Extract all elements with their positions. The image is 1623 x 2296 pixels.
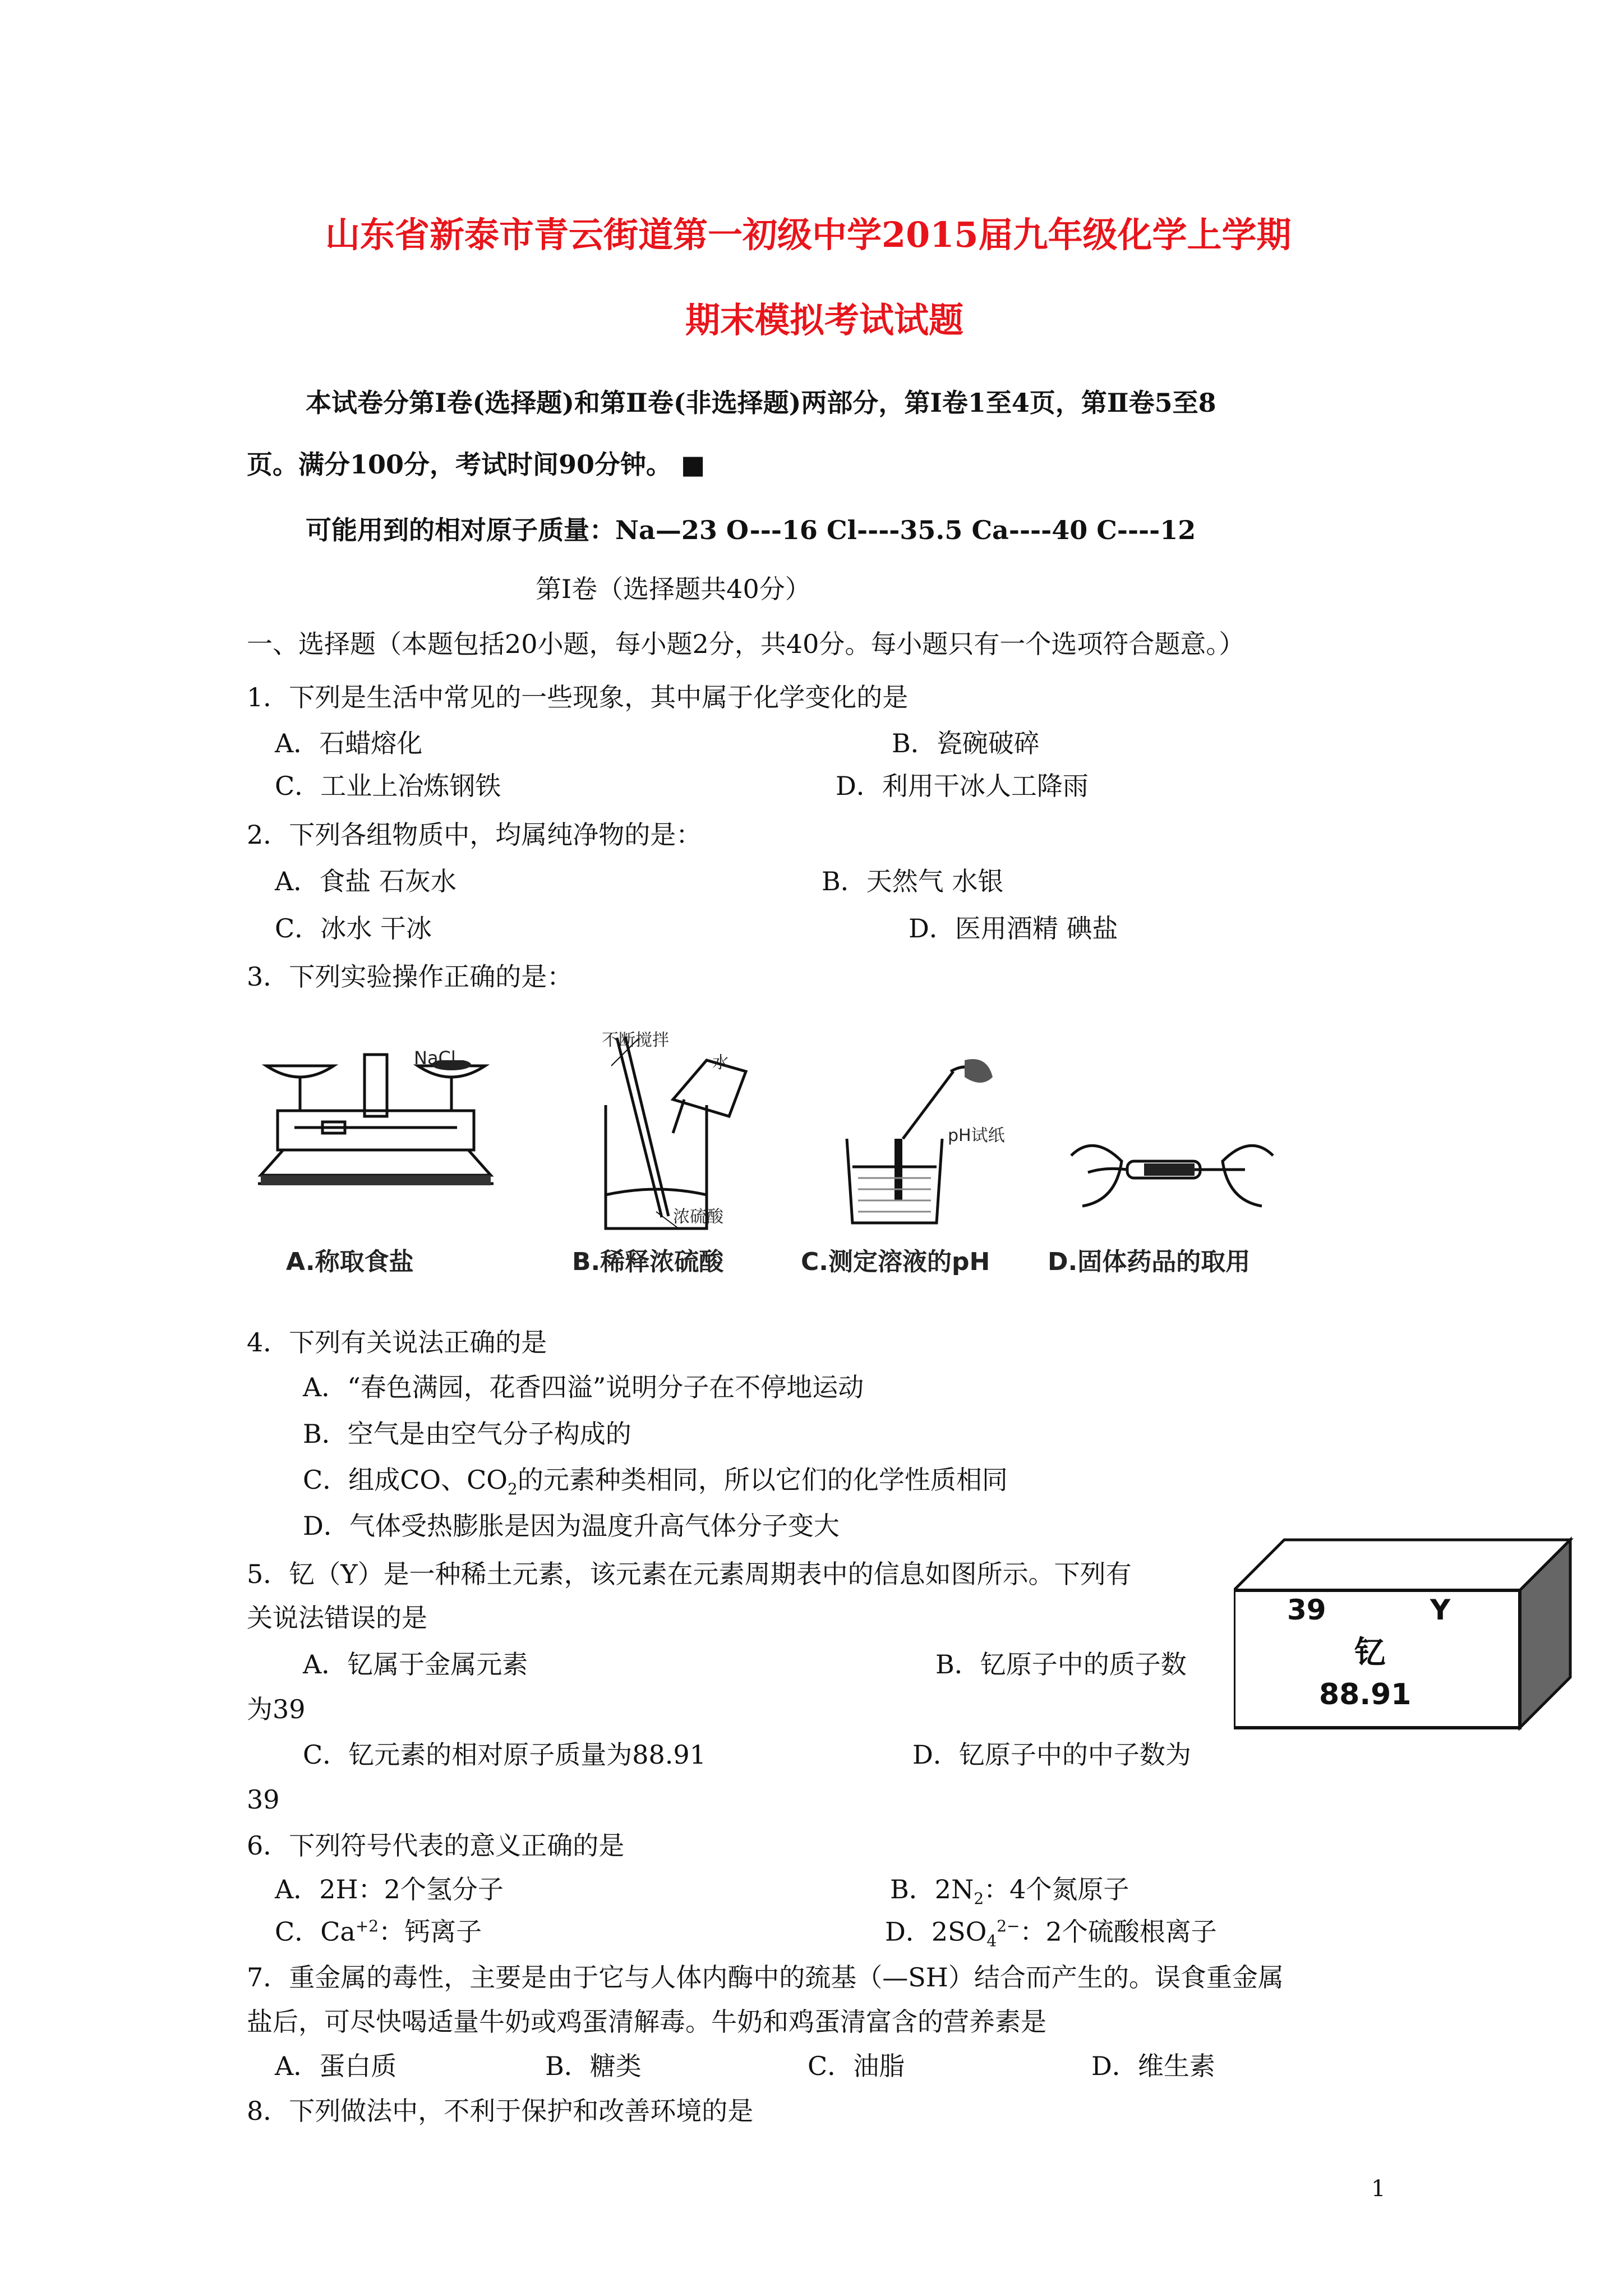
q6-option-d: D．$2SO_4^{2-}$：2个硫酸根离子	[885, 1916, 1217, 1950]
q1-option-c: C．工业上冶炼钢铁	[275, 771, 501, 801]
figure-caption-c: C.测定溶液的pH	[801, 1248, 990, 1276]
section-title: 第Ⅰ卷（选择题共40分）	[536, 574, 811, 604]
q1-option-a: A．石蜡熔化	[275, 728, 423, 758]
q5-stem-line-2: 关说法错误的是	[247, 1603, 427, 1633]
q5-option-b: B．钇原子中的质子数	[935, 1649, 1187, 1680]
q2-stem: 2．下列各组物质中，均属纯净物的是：	[247, 820, 702, 850]
q7-stem-line-2: 盐后，可尽快喝适量牛奶或鸡蛋清解毒。牛奶和鸡蛋清富含的营养素是	[247, 2007, 1046, 2037]
figure-label-stir: 不断搅拌	[602, 1030, 669, 1050]
q4-option-b: B．空气是由空气分子构成的	[303, 1419, 631, 1449]
section-instruction: 一、选择题（本题包括20小题，每小题2分，共40分。每小题只有一个选项符合题意。）	[247, 629, 1245, 659]
title-line-1: 山东省新泰市青云街道第一初级中学2015届九年级化学上学期	[325, 214, 1292, 255]
intro-line-1: 本试卷分第Ⅰ卷(选择题)和第Ⅱ卷(非选择题)两部分，第Ⅰ卷1至4页，第Ⅱ卷5至8	[306, 388, 1216, 418]
q5-option-a: A．钇属于金属元素	[303, 1649, 528, 1680]
q8-stem: 8．下列做法中，不利于保护和改善环境的是	[247, 2096, 754, 2126]
element-symbol: Y	[1430, 1594, 1451, 1626]
q4-option-d: D．气体受热膨胀是因为温度升高气体分子变大	[303, 1511, 840, 1541]
q5-option-d: D．钇原子中的中子数为	[912, 1740, 1191, 1770]
figure-label-water: 水	[712, 1053, 729, 1073]
q2-option-d: D．医用酒精 碘盐	[909, 913, 1118, 944]
q7-option-b: B．糖类	[545, 2051, 642, 2081]
balance-illustration	[255, 1049, 496, 1200]
page-number: 1	[1371, 2176, 1386, 2202]
q4-stem: 4．下列有关说法正确的是	[247, 1327, 547, 1358]
figure-caption-d: D.固体药品的取用	[1048, 1248, 1251, 1276]
q1-option-d: D．利用干冰人工降雨	[836, 771, 1089, 801]
q2-option-b: B．天然气 水银	[822, 866, 1004, 896]
figure-label-ph-paper: pH试纸	[948, 1126, 1005, 1145]
q2-option-a: A．食盐 石灰水	[275, 866, 457, 896]
q7-option-c: C．油脂	[808, 2051, 905, 2081]
q7-stem-line-1: 7．重金属的毒性，主要是由于它与人体内酶中的巯基（—SH）结合而产生的。误食重金属	[247, 1962, 1284, 1993]
q1-option-b: B．瓷碗破碎	[892, 728, 1040, 758]
figure-label-nacl: NaCl	[414, 1047, 456, 1069]
element-atomic-number: 39	[1287, 1594, 1326, 1626]
q1-stem: 1．下列是生活中常见的一些现象，其中属于化学变化的是	[247, 682, 909, 712]
q4-option-a: A．“春色满园，花香四溢”说明分子在不停地运动	[303, 1372, 864, 1402]
q5-option-b-cont: 为39	[247, 1694, 306, 1724]
q6-option-a: A．2H：2个氢分子	[275, 1874, 504, 1904]
test-tube-illustration	[1060, 1122, 1284, 1234]
q5-option-d-cont: 39	[247, 1784, 280, 1815]
element-name: 钇	[1354, 1634, 1386, 1671]
intro-line-2: 页。满分100分，考试时间90分钟。 ■	[247, 449, 706, 480]
q5-option-c: C．钇元素的相对原子质量为88.91	[303, 1740, 706, 1770]
q6-option-b: B．$2N_2$：4个氮原子	[890, 1874, 1129, 1908]
figure-caption-b: B.稀释浓硫酸	[572, 1248, 724, 1276]
q5-stem-line-1: 5．钇（Y）是一种稀土元素，该元素在元素周期表中的信息如图所示。下列有	[247, 1559, 1132, 1589]
figure-caption-a: A.称取食盐	[286, 1248, 414, 1276]
q6-option-c: C．$Ca^{+2}$：钙离子	[275, 1916, 482, 1947]
q7-option-a: A．蛋白质	[275, 2051, 397, 2081]
q2-option-c: C．冰水 干冰	[275, 913, 432, 944]
title-line-2: 期末模拟考试试题	[685, 300, 964, 341]
q3-stem: 3．下列实验操作正确的是：	[247, 961, 573, 992]
figure-label-acid: 浓硫酸	[673, 1207, 723, 1227]
q7-option-d: D．维生素	[1091, 2051, 1215, 2081]
q6-stem: 6．下列符号代表的意义正确的是	[247, 1830, 625, 1861]
q4-option-c: C．组成CO、$CO_2$的元素种类相同，所以它们的化学性质相同	[303, 1465, 1008, 1499]
element-atomic-mass: 88.91	[1319, 1678, 1412, 1711]
atomic-masses: 可能用到的相对原子质量：Na—23 O---16 Cl----35.5 Ca----40 C----12	[306, 515, 1196, 545]
